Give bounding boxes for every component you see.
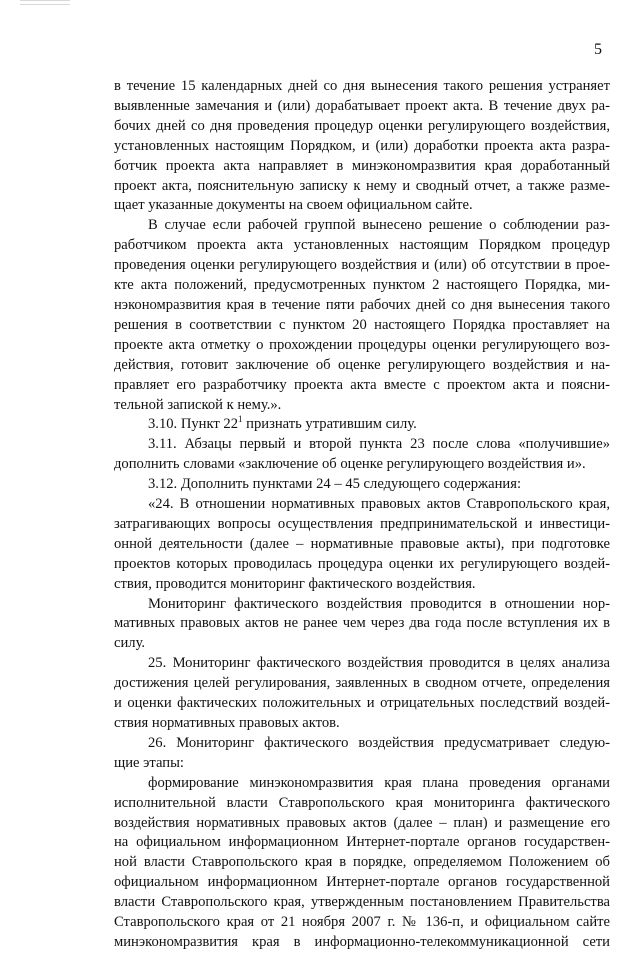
text-line: исполнительной власти Ставропольского края мониторинга фактического bbox=[114, 794, 610, 811]
text-line: дополнить словами «заключение об оценке регулирующего воздействия и». bbox=[114, 456, 586, 473]
text-line: проектов которых проводилась процедура оценки их регулирующего воздей- bbox=[114, 555, 610, 572]
text-line: онной деятельности (далее – нормативные правовые акты), при подготовке bbox=[114, 535, 610, 552]
text-line: решения в соответствии с пунктом 20 настоящего Порядка проставляет на bbox=[114, 316, 610, 333]
text-line: тельной запиской к нему.». bbox=[114, 396, 282, 413]
text-line: ной власти Ставропольского края в порядке, определяемом Положением об bbox=[114, 854, 610, 871]
paragraph bbox=[114, 415, 610, 435]
text-line: мативных правовых актов не ранее чем через два года после вступления их в bbox=[114, 615, 610, 632]
text-line: проекте акта отметку о прохождении процедуры оценки регулирующего воз- bbox=[114, 336, 610, 353]
text-line: 3.11. Абзацы первый и второй пункта 23 после слова «получившие» bbox=[148, 436, 610, 453]
paragraph bbox=[114, 595, 610, 655]
paragraph bbox=[114, 734, 610, 774]
superscript: 1 bbox=[238, 414, 243, 425]
text-line: силу. bbox=[114, 635, 146, 652]
text-line: и оценки фактических положительных и отрицательных последствий воздей- bbox=[114, 695, 610, 712]
text-line: действия, готовит заключение об оценке регулирующего воздействия и на- bbox=[114, 356, 610, 373]
text-line: ствия нормативных правовых актов. bbox=[114, 715, 340, 731]
text-line: нэкономразвития края в течение пяти рабочих дней со дня вынесения такого bbox=[114, 296, 610, 313]
text-line: 26. Мониторинг фактического воздействия предусматривает следую- bbox=[148, 734, 610, 751]
text-line: 25. Мониторинг фактического воздействия проводится в целях анализа bbox=[148, 655, 610, 672]
text-line: формирование минэкономразвития края плана проведения органами bbox=[148, 774, 610, 791]
text-line: власти Ставропольского края, утвержденным постановлением Правительства bbox=[114, 894, 610, 911]
text-fragment: 3.10. Пункт 22 bbox=[148, 416, 238, 433]
paragraph bbox=[114, 495, 610, 595]
scan-artifact bbox=[20, 0, 70, 5]
text-line: В случае если рабочей группой вынесено решение о соблюдении раз- bbox=[148, 217, 610, 234]
paragraph bbox=[114, 435, 610, 475]
text-line: в течение 15 календарных дней со дня вынесения такого решения устраняет bbox=[114, 78, 610, 94]
text-line: достижения целей регулирования, заявленных в сводном отчете, определения bbox=[114, 675, 610, 692]
text-line: установленных настоящим Порядком, и (или) доработки проекта акта разра- bbox=[114, 137, 610, 154]
paragraph bbox=[114, 774, 610, 953]
text-line: выявленные замечания и (или) дорабатывает проект акта. В течение двух ра- bbox=[114, 97, 610, 114]
text-line: проведения оценки регулирующего воздействия и (или) об отсутствии в прое- bbox=[114, 257, 610, 274]
text-line bbox=[114, 415, 610, 435]
text-line: на официальном информационном Интернет-портале органов государствен- bbox=[114, 834, 610, 851]
paragraph bbox=[114, 654, 610, 734]
text-line: минэкономразвития края в информационно-телекоммуникационной сети bbox=[114, 933, 610, 950]
text-line: Мониторинг фактического воздействия проводится в отношении нор- bbox=[148, 595, 610, 612]
text-line: Ставропольского края от 21 ноября 2007 г. № 136-п, и официальном сайте bbox=[114, 914, 610, 931]
text-line: кте акта положений, предусмотренных пунктом 2 настоящего Порядка, ми- bbox=[114, 277, 610, 294]
text-line: ствия, проводится мониторинг фактического воздействия. bbox=[114, 575, 476, 592]
text-line: 3.12. Дополнить пунктами 24 – 45 следующего содержания: bbox=[148, 476, 522, 493]
text-line: щает указанные документы на своем официальном сайте. bbox=[114, 197, 473, 214]
paragraph bbox=[114, 216, 610, 415]
paragraph bbox=[114, 475, 610, 495]
text-line: воздействия нормативных правовых актов (далее – план) и размещение его bbox=[114, 814, 610, 831]
text-line: бочих дней со дня проведения процедур оценки регулирующего воздействия, bbox=[114, 117, 610, 134]
text-line: щие этапы: bbox=[114, 754, 184, 771]
text-line: работчиком проекта акта установленных настоящим Порядком процедур bbox=[114, 237, 610, 254]
text-line: «24. В отношении нормативных правовых актов Ставропольского края, bbox=[148, 496, 610, 513]
paragraph bbox=[114, 77, 610, 216]
text-line: проект акта, пояснительную записку к нему и сводный отчет, а также разме- bbox=[114, 177, 610, 194]
text-line: правляет его разработчику проекта акта вместе с проектом акта и поясни- bbox=[114, 376, 610, 393]
document-body bbox=[114, 77, 610, 953]
text-line: затрагивающих вопросы осуществления предпринимательской и инвестици- bbox=[114, 515, 610, 532]
page-number: 5 bbox=[594, 41, 602, 58]
text-line: ботчик проекта акта направляет в минэкономразвития края доработанный bbox=[114, 157, 610, 174]
text-fragment: признать утратившим силу. bbox=[242, 416, 417, 433]
text-line: официальном информационном Интернет-портале органов государственной bbox=[114, 874, 610, 891]
